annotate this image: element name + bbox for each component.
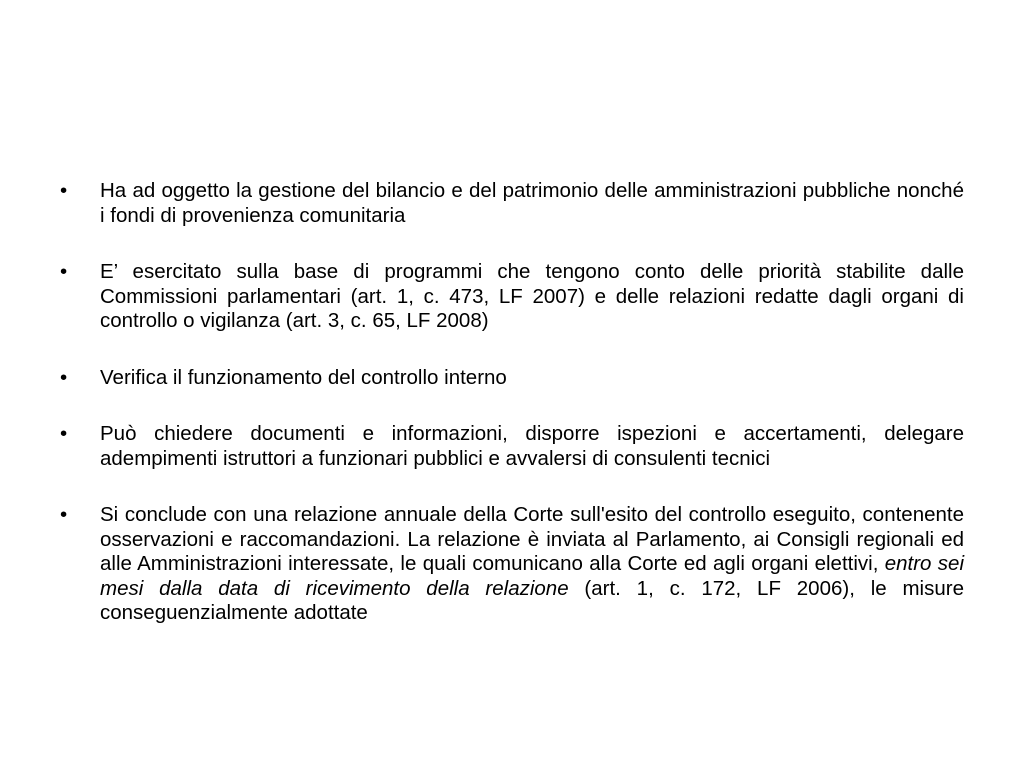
- bullet-item-annual-report: [60, 503, 964, 626]
- bullet-text: Può chiedere documenti e informazioni, disporre ispezioni e accertamenti, delegare adempimenti istruttori a funzionari pubblici e avvalersi di consulenti tecnici: [100, 422, 964, 470]
- bullet-list: [60, 179, 964, 626]
- bullet-text: [100, 503, 964, 626]
- bullet-text-part: Si conclude con una relazione annuale della Corte sull'esito del controllo eseguito, contenente osservazioni e raccomandazioni. La relazione è inviata al Parlamento, ai Consigli regionali ed alle Amministrazioni interessate, le quali comunicano alla Corte ed agli organi elettivi,: [100, 503, 964, 575]
- bullet-icon: •: [60, 179, 68, 202]
- bullet-text: Ha ad oggetto la gestione del bilancio e del patrimonio delle amministrazioni pubbliche nonché i fondi di provenienza comunitaria: [100, 179, 964, 227]
- bullet-icon: •: [60, 503, 68, 526]
- bullet-text: E’ esercitato sulla base di programmi che tengono conto delle priorità stabilite dalle Commissioni parlamentari (art. 1, c. 473, LF 2007) e delle relazioni redatte dagli organi di controllo o vigilanza (art. 3, c. 65, LF 2008): [100, 260, 964, 332]
- bullet-text-part: (art. 1, c. 172, LF 2006), le misure conseguenzialmente adottate: [100, 576, 964, 624]
- bullet-icon: •: [60, 365, 68, 389]
- bullet-text: Verifica il funzionamento del controllo interno: [100, 365, 507, 389]
- bullet-text-italic: entro sei mesi dalla data di ricevimento della relazione: [100, 552, 964, 600]
- bullet-icon: •: [60, 260, 68, 283]
- bullet-item-programs: [60, 260, 964, 334]
- bullet-item-scope: [60, 179, 964, 228]
- bullet-icon: •: [60, 422, 68, 445]
- bullet-item-internal-control: [60, 366, 964, 391]
- bullet-item-documents: [60, 422, 964, 471]
